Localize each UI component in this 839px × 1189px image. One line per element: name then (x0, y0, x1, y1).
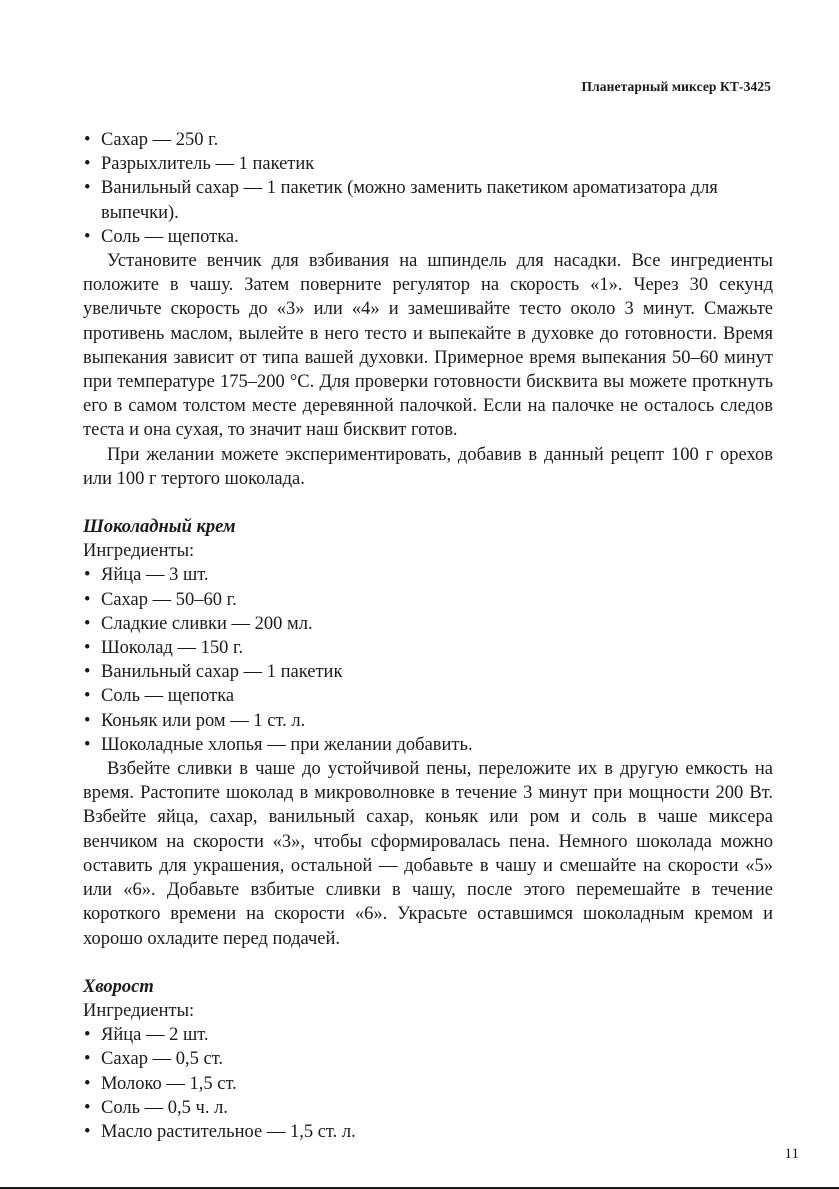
list-item: • Яйца — 2 шт. (83, 1023, 773, 1047)
list-item: • Молоко — 1,5 ст. (83, 1072, 773, 1096)
list-item: • Соль — щепотка (83, 684, 773, 708)
list-item: • Яйца — 3 шт. (83, 563, 773, 587)
chocolate-cream-ingredients-list (83, 563, 773, 757)
page-number: 11 (784, 1146, 799, 1162)
chocolate-cream-instructions: Взбейте сливки в чаше до устойчивой пены, переложите их в другую емкость на время. Растопите шоколад в микроволновке в течение 3 минут при мощности 200 Вт. Взбейте яйца, сахар, ванильный сахар, коньяк или ром и соль в чаше миксера венчиком на скорости «3», чтобы сформировалась пена. Немного шоколада можно оставить для украшения, остальной — добавьте в чашу и смешайте на скорости «5» или «6». Добавьте взбитые сливки в чашу, после этого перемешайте в течение короткого времени на скорости «6». Украсьте оставшимся шоколадным кремом и хорошо охладите перед подачей. (83, 759, 773, 949)
list-item: • Масло растительное — 1,5 ст. л. (83, 1120, 773, 1144)
list-item: • Разрыхлитель — 1 пакетик (83, 152, 773, 176)
list-item: • Шоколад — 150 г. (83, 636, 773, 660)
list-item: • Соль — щепотка. (83, 225, 773, 249)
list-item: • Сахар — 50–60 г. (83, 588, 773, 612)
khvorost-title: Хворост (83, 976, 154, 997)
list-item: • Сладкие сливки — 200 мл. (83, 612, 773, 636)
biscuit-ingredients-list (83, 128, 773, 249)
list-item: • Сахар — 0,5 ст. (83, 1047, 773, 1071)
list-item: • Ванильный сахар — 1 пакетик (можно заменить пакетиком ароматизатора для выпечки). (83, 176, 773, 224)
chocolate-cream-ingredients-label: Ингредиенты: (83, 541, 195, 562)
khvorost-ingredients-label: Ингредиенты: (83, 1000, 195, 1021)
chocolate-cream-title: Шоколадный крем (83, 517, 236, 538)
list-item: • Коньяк или ром — 1 ст. л. (83, 709, 773, 733)
page-content (83, 128, 773, 1144)
list-item: • Сахар — 250 г. (83, 128, 773, 152)
running-header: Планетарный миксер КТ-3425 (581, 79, 771, 94)
list-item: • Ванильный сахар — 1 пакетик (83, 660, 773, 684)
biscuit-tip: При желании можете экспериментировать, добавив в данный рецепт 100 г орехов или 100 г тертого шоколада. (83, 444, 773, 489)
list-item: • Соль — 0,5 ч. л. (83, 1096, 773, 1120)
list-item: • Шоколадные хлопья — при желании добавить. (83, 733, 773, 757)
khvorost-ingredients-list (83, 1023, 773, 1144)
biscuit-instructions: Установите венчик для взбивания на шпиндель для насадки. Все ингредиенты положите в чашу. Затем поверните регулятор на скорость «1». Через 30 секунд увеличьте скорость до «3» или «4» и замешивайте тесто около 3 минут. Смажьте противень маслом, вылейте в него тесто и выпекайте в духовке до готовности. Время выпекания зависит от типа вашей духовки. Примерное время выпекания 50–60 минут при температуре 175–200 °С. Для проверки готовности бисквита вы можете проткнуть его в самом толстом месте деревянной палочкой. Если на палочке не осталось следов теста и она сухая, то значит наш бисквит готов. (83, 251, 773, 441)
